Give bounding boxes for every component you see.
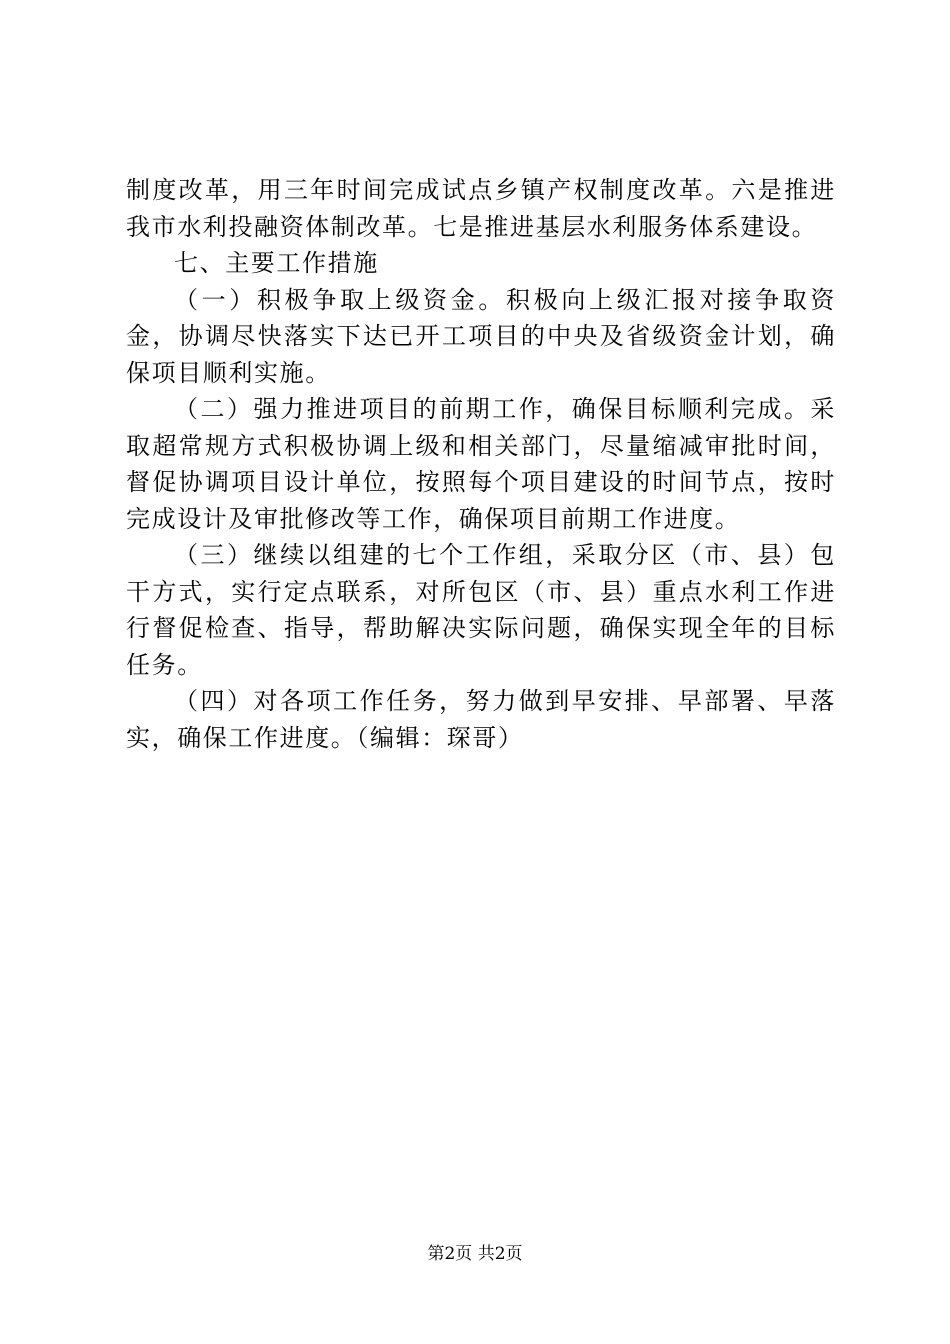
paragraph-measure-4: （四）对各项工作任务，努力做到早安排、早部署、早落实，确保工作进度。（编辑：琛哥） [126, 687, 836, 752]
page-number-footer: 第2页 共2页 [427, 1244, 523, 1264]
document-body [126, 172, 836, 756]
paragraph-measure-1: （一）积极争取上级资金。积极向上级汇报对接争取资金，协调尽快落实下达已开工项目的中央及省级资金计划，确保项目顺利实施。 [126, 285, 836, 387]
section-heading: 七、主要工作措施 [174, 249, 379, 277]
paragraph-continued: 制度改革，用三年时间完成试点乡镇产权制度改革。六是推进我市水利投融资体制改革。七是推进基层水利服务体系建设。 [126, 176, 836, 241]
paragraph-measure-2: （二）强力推进项目的前期工作，确保目标顺利完成。采取超常规方式积极协调上级和相关部门，尽量缩减审批时间，督促协调项目设计单位，按照每个项目建设的时间节点，按时完成设计及审批修改等工作，确保项目前期工作进度。 [126, 395, 836, 533]
paragraph-measure-3: （三）继续以组建的七个工作组，采取分区（市、县）包干方式，实行定点联系，对所包区（市、县）重点水利工作进行督促检查、指导，帮助解决实际问题，确保实现全年的目标任务。 [126, 541, 836, 679]
